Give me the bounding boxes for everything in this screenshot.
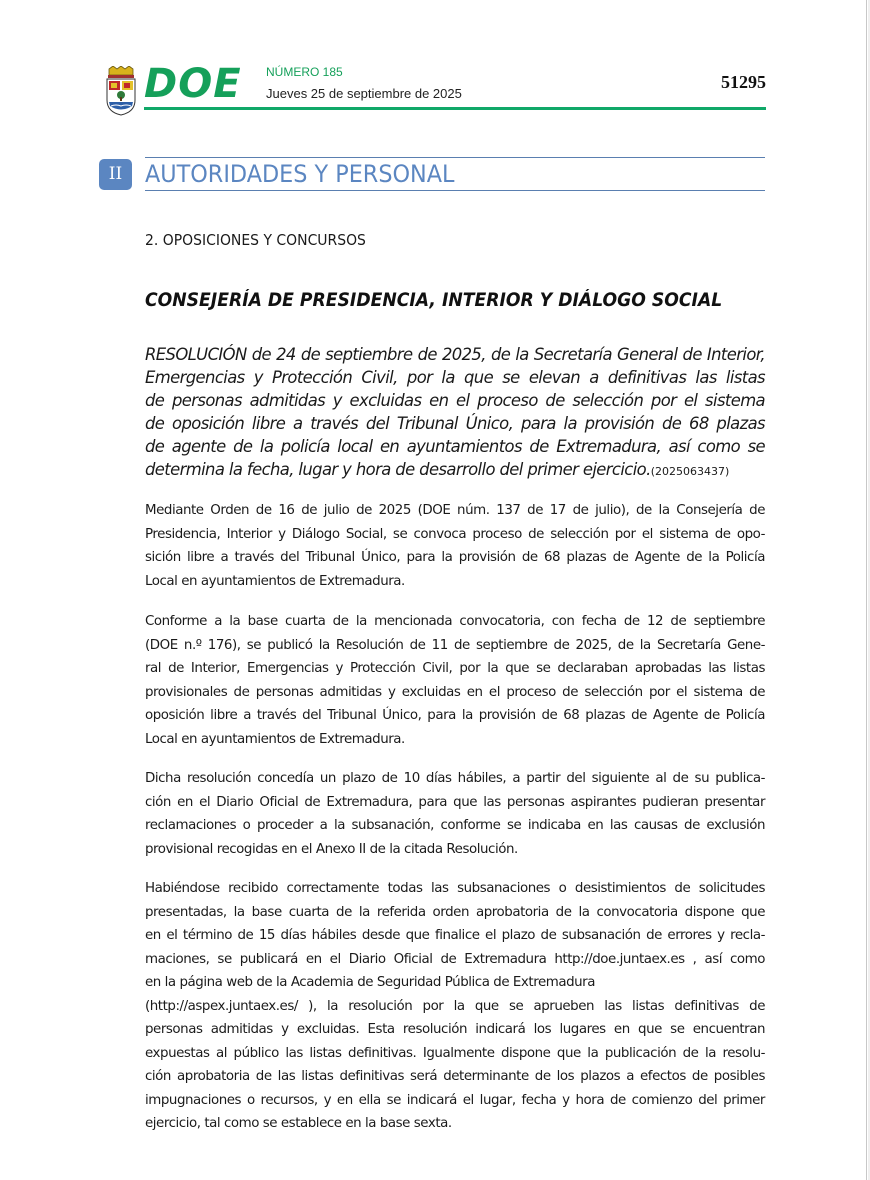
section-rule-top [145, 157, 765, 158]
resolution-line: RESOLUCIÓN de 24 de septiembre de 2025, de la Secretaría General de Interior, [145, 345, 765, 364]
resolution-line: Emergencias y Protección Civil, por la que se elevan a definitivas las listas [145, 368, 765, 387]
resolution-line-text: determina la fecha, lugar y hora de desarrollo del primer ejercicio. [145, 460, 651, 479]
paragraph-line: provisionales de personas admitidas y excluidas en el proceso de selección por el sistema de [145, 684, 765, 700]
paragraph-2 [145, 610, 765, 751]
ministry-title: CONSEJERÍA DE PRESIDENCIA, INTERIOR Y DIÁLOGO SOCIAL [145, 290, 723, 311]
paragraph-line: expuestas al público las listas definitivas. Igualmente dispone que la publicación de la resolu- [145, 1045, 765, 1061]
paragraph-4 [145, 877, 765, 1136]
paragraph-line: reclamaciones o proceder a la subsanación, conforme se indicaba en las causas de exclusión [145, 818, 765, 833]
paragraph-3 [145, 767, 765, 861]
page-number: 51295 [721, 72, 766, 92]
section-title: AUTORIDADES Y PERSONAL [145, 160, 455, 188]
resolution-line: de oposición libre a través del Tribunal Único, para la provisión de 68 plazas [145, 414, 765, 433]
resolution-last-line [145, 458, 765, 483]
section-badge: II [99, 159, 132, 190]
paragraph-line: Presidencia, Interior y Diálogo Social, se convoca proceso de selección por el sistema de opo- [145, 526, 765, 542]
page-edge [866, 0, 867, 1180]
paragraph-line: en la página web de la Academia de Seguridad Pública de Extremadura [145, 975, 595, 990]
paragraph-line: en el término de 15 días hábiles desde que finalice el plazo de subsanación de errores y recla- [145, 928, 765, 943]
resolution-title [145, 343, 765, 483]
header-divider [144, 107, 766, 110]
subsection-title: 2. OPOSICIONES Y CONCURSOS [145, 231, 366, 249]
resolution-reference: (2025063437) [650, 465, 730, 478]
doe-header [104, 62, 766, 112]
paragraph-line: provisional recogidas en el Anexo II de la citada Resolución. [145, 841, 518, 857]
paragraph-line: ción en el Diario Oficial de Extremadura, para que las personas aspirantes pudieran presentar [145, 794, 765, 810]
paragraph-line: (DOE n.º 176), se publicó la Resolución de 11 de septiembre de 2025, de la Secretaría Gene- [145, 637, 765, 653]
paragraph-line: ral de Interior, Emergencias y Protección Civil, por la que se declaraban aprobadas las listas [145, 661, 765, 676]
paragraph-line: impugnaciones o recursos, y en ella se indicará el lugar, fecha y hora de comienzo del primer [145, 1092, 765, 1108]
paragraph-1 [145, 499, 765, 593]
paragraph-line: Dicha resolución concedía un plazo de 10 días hábiles, a partir del siguiente al de su publica- [145, 771, 765, 786]
issue-date: Jueves 25 de septiembre de 2025 [266, 86, 462, 101]
paragraph-line: ejercicio, tal como se establece en la base sexta. [145, 1116, 452, 1131]
paragraph-line: maciones, se publicará en el Diario Oficial de Extremadura http://doe.juntaex.es , así como [145, 951, 765, 967]
paragraph-line: presentadas, la base cuarta de la referida orden aprobatoria de la convocatoria dispone que [145, 904, 765, 920]
doe-logo: DOE [144, 61, 242, 107]
paragraph-line: Habiéndose recibido correctamente todas las subsanaciones o desistimientos de solicitudes [145, 881, 765, 896]
resolution-line: de agente de la policía local en ayuntamientos de Extremadura, así como se [145, 437, 765, 456]
extremadura-crest-icon [104, 66, 138, 116]
paragraph-line: Local en ayuntamientos de Extremadura. [145, 731, 405, 747]
issue-number: NÚMERO 185 [266, 65, 343, 79]
section-rule-bottom [145, 190, 765, 191]
section-heading [99, 157, 767, 193]
paragraph-line: (http://aspex.juntaex.es/ ), la resolución por la que se aprueben las listas definitivas de [145, 998, 765, 1014]
resolution-line: de personas admitidas y excluidas en el proceso de selección por el sistema [145, 391, 765, 410]
paragraph-line: ción aprobatoria de las listas definitivas será determinante de los plazos a efectos de posibles [145, 1069, 765, 1084]
paragraph-line: Local en ayuntamientos de Extremadura. [145, 573, 405, 589]
paragraph-line: Conforme a la base cuarta de la mencionada convocatoria, con fecha de 12 de septiembre [145, 614, 765, 629]
paragraph-line: Mediante Orden de 16 de julio de 2025 (DOE núm. 137 de 17 de julio), de la Consejería de [145, 503, 765, 518]
paragraph-line: oposición libre a través del Tribunal Único, para la provisión de 68 plazas de Agente de Policía [145, 708, 765, 723]
paragraph-line: personas admitidas y excluidas. Esta resolución indicará los lugares en que se encuentran [145, 1022, 765, 1037]
paragraph-line: sición libre a través del Tribunal Único, para la provisión de 68 plazas de Agente de la Policía [145, 550, 765, 565]
